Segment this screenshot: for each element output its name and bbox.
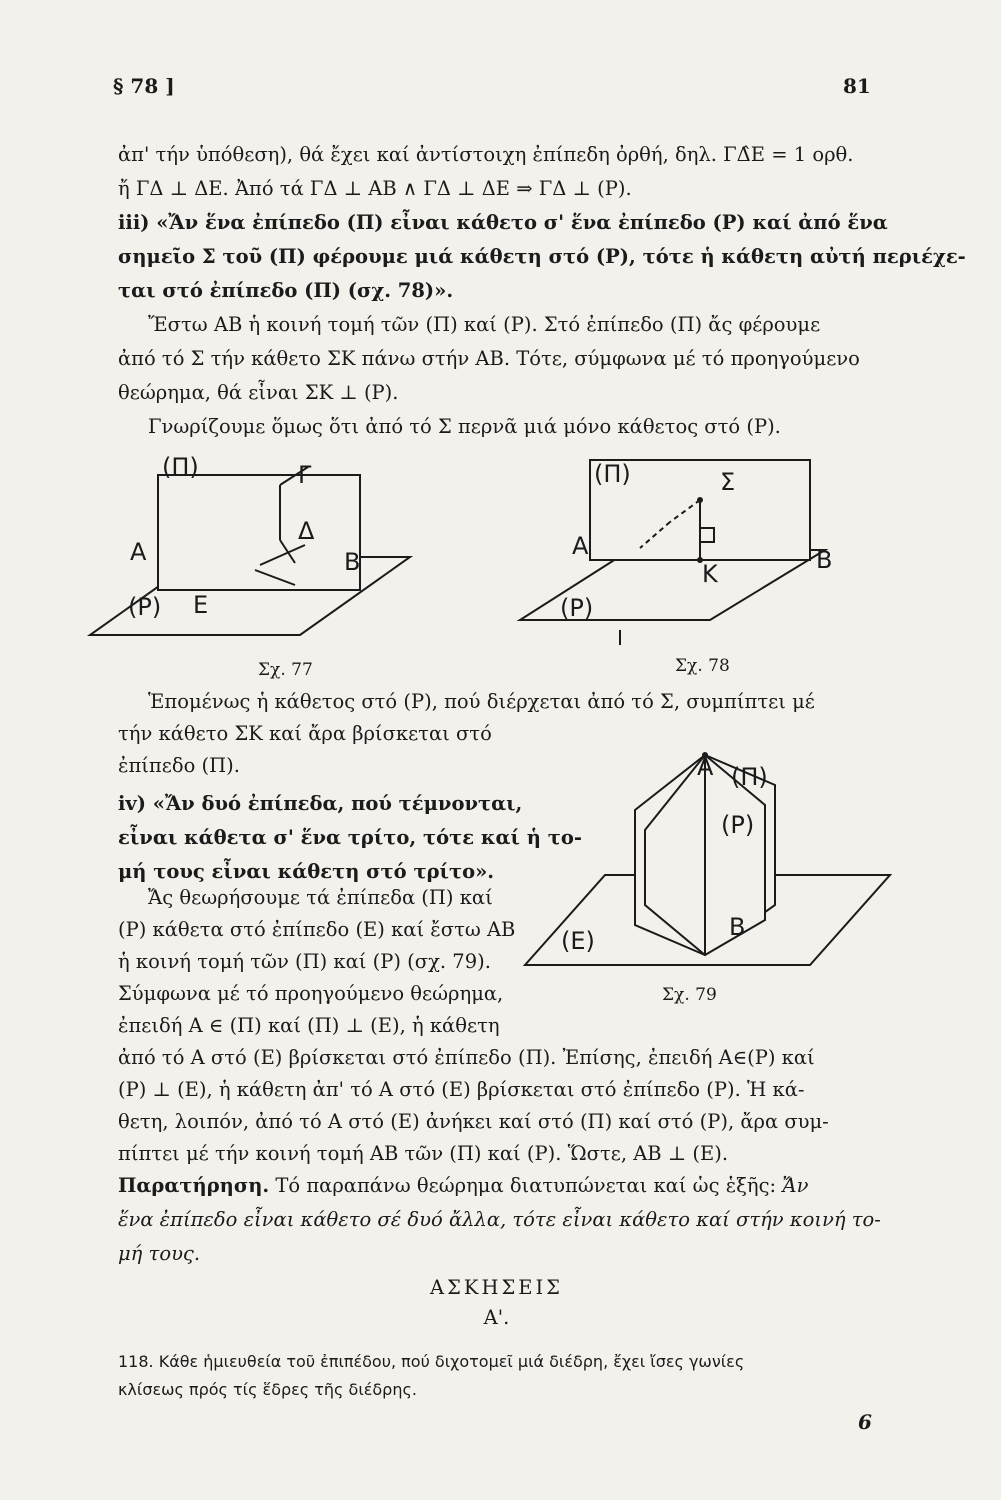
text-line: (Ρ) κάθετα στό ἐπίπεδο (Ε) καί ἔστω ΑΒ [118,918,516,941]
text-line: τήν κάθετο ΣΚ καί ἄρα βρίσκεται στό [118,722,492,745]
fig77-label: Δ [298,517,315,545]
fig78-label: (Ρ) [560,594,594,622]
figure-79-caption: Σχ. 79 [662,985,717,1005]
fig78-label: (Π) [594,460,631,488]
text-line: Ἑπομένως ἡ κάθετος στό (Ρ), πού διέρχεται ἀπό τό Σ, συμπίπτει μέ [148,690,815,713]
fig77-label: Ε [193,591,209,619]
exercise-118-line: κλίσεως πρός τίς ἕδρες τῆς διέδρης. [118,1380,417,1399]
fig77-label: (Ρ) [128,593,162,621]
text-line: θεώρημα, θά εἶναι ΣΚ ⊥ (Ρ). [118,381,399,404]
fig79-label: Β [729,913,746,941]
figure-79 [525,745,895,985]
figure-77-caption: Σχ. 77 [258,660,313,680]
text-line: ἐπίπεδο (Π). [118,754,240,777]
text-line: Ἄς θεωρήσουμε τά ἐπίπεδα (Π) καί [148,886,493,909]
fig79-label: (Ρ) [721,811,755,839]
exercises-subheading: Α'. [483,1306,510,1329]
figure-77 [90,445,450,655]
text-line: ἐπειδή Α ∈ (Π) καί (Π) ⊥ (Ε), ἡ κάθετη [118,1014,500,1037]
fig79-label: (Π) [731,763,768,791]
text-line: πίπτει μέ τήν κοινή τομή ΑΒ τῶν (Π) καί (Ρ). Ὥστε, ΑΒ ⊥ (Ε). [118,1142,729,1165]
fig77-label: Β [344,548,361,576]
text-line: Γνωρίζουμε ὅμως ὅτι ἀπό τό Σ περνᾶ μιά μόνο κάθετος στό (Ρ). [148,415,781,438]
theorem-iii-line: iii) «Ἄν ἕνα ἐπίπεδο (Π) εἶναι κάθετο σ' ἕνα ἐπίπεδο (Ρ) καί ἀπό ἕνα [118,211,888,234]
fig79-label: (Ε) [561,927,595,955]
text-line: ἡ κοινή τομή τῶν (Π) καί (Ρ) (σχ. 79). [118,950,491,973]
remark-italic-line: ἕνα ἐπίπεδο εἶναι κάθετο σέ δυό ἄλλα, τότε εἶναι κάθετο καί στήν κοινή το- [118,1208,881,1231]
text-line: Ἔστω ΑΒ ἡ κοινή τομή τῶν (Π) καί (Ρ). Στό ἐπίπεδο (Π) ἄς φέρουμε [148,313,821,336]
fig77-label: Α [130,538,147,566]
exercise-118-line: 118. Κάθε ἡμιευθεία τοῦ ἐπιπέδου, πού διχοτομεῖ μιά διέδρη, ἔχει ἴσες γωνίες [118,1352,745,1371]
exercises-heading: ΑΣΚΗΣΕΙΣ [430,1276,563,1299]
figure-78-caption: Σχ. 78 [675,656,730,676]
fig78-label: Κ [702,560,718,588]
remark-italic: Ἄν [782,1174,809,1197]
plane-Pi-vertical [158,475,360,590]
fig77-label: (Π) [162,453,199,481]
fig77-label: Γ [298,461,312,489]
text-line: ἀπ' τήν ὑπόθεση), θά ἔχει καί ἀντίστοιχη ἐπίπεδη ὀρθή, δηλ. ΓΔ̂Ε = 1 ορθ. [118,143,854,166]
theorem-iv-line: μή τους εἶναι κάθετη στό τρίτο». [118,860,495,883]
text-line: ἤ ΓΔ ⊥ ΔΕ. Ἀπό τά ΓΔ ⊥ ΑΒ ∧ ΓΔ ⊥ ΔΕ ⇒ ΓΔ ⊥ (Ρ). [118,177,632,200]
fig78-label: Σ [720,468,736,496]
fig78-label: Α [572,532,589,560]
theorem-iii-line: σημεῖο Σ τοῦ (Π) φέρουμε μιά κάθετη στό (Ρ), τότε ἡ κάθετη αὐτή περιέχε- [118,245,966,268]
text-line: ἀπό τό Α στό (Ε) βρίσκεται στό ἐπίπεδο (Π). Ἐπίσης, ἐπειδή Α∈(Ρ) καί [118,1046,815,1069]
page-signature: 6 [858,1410,872,1434]
text-line: θετη, λοιπόν, ἀπό τό Α στό (Ε) ἀνήκει καί στό (Π) καί στό (Ρ), ἄρα συμ- [118,1110,829,1133]
figure-78 [520,450,860,650]
theorem-iv-line: εἶναι κάθετα σ' ἕνα τρίτο, τότε καί ἡ το- [118,826,582,849]
fig79-label: Α [697,753,714,781]
section-header: § 78 ] [113,74,175,98]
theorem-iv-line: iv) «Ἄν δυό ἐπίπεδα, πού τέμνονται, [118,792,523,815]
fig78-label: Β [816,546,833,574]
text-line: Σύμφωνα μέ τό προηγούμενο θεώρημα, [118,982,504,1005]
remark-text: Τό παραπάνω θεώρημα διατυπώνεται καί ὡς ἑξῆς: [269,1174,783,1197]
text-line: ἀπό τό Σ τήν κάθετο ΣΚ πάνω στήν ΑΒ. Τότε, σύμφωνα μέ τό προηγούμενο [118,347,860,370]
page-number: 81 [843,74,871,98]
remark-label: Παρατήρηση. [118,1174,270,1197]
theorem-iii-line: ται στό ἐπίπεδο (Π) (σχ. 78)». [118,279,454,302]
remark-italic-line: μή τους. [118,1242,201,1265]
text-line: (Ρ) ⊥ (Ε), ἡ κάθετη ἀπ' τό Α στό (Ε) βρίσκεται στό ἐπίπεδο (Ρ). Ἡ κά- [118,1078,805,1101]
remark-line [118,1174,875,1198]
